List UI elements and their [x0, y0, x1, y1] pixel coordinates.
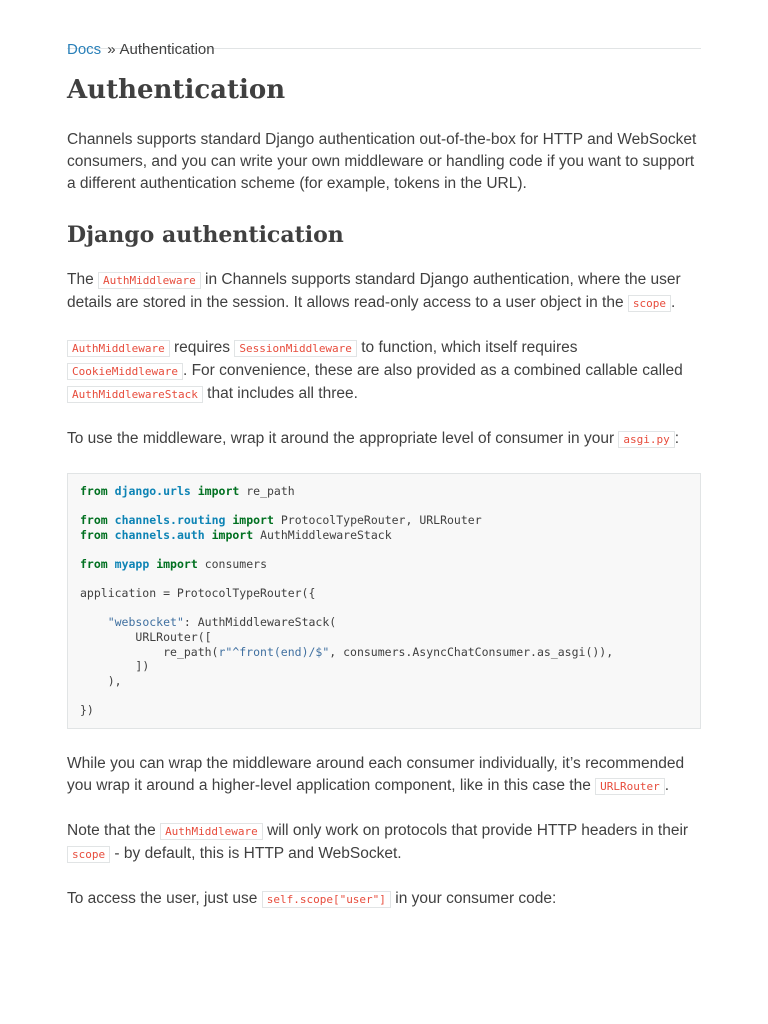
code-content: from django.urls import re_path from channels.routing import ProtocolTypeRouter, URLRouter from channels.auth import AuthMiddlewareStack from myapp import consumers application = ProtocolTypeRouter({ "websocket": AuthMiddlewareStack( URLRouter([ re_path(r"^front(end)/$", consumers.AsyncChatConsumer.as_asgi()), ]) ), }): [80, 484, 614, 717]
section-heading: Django authentication: [67, 222, 344, 248]
inline-code: self.scope["user"]: [262, 891, 391, 908]
paragraph-requirements: AuthMiddleware requires SessionMiddleware to function, which itself requires CookieMiddleware . For convenience, these are also provided as a combined callable called AuthMiddlewareStack that includes all three.: [67, 337, 701, 406]
inline-code: asgi.py: [618, 431, 674, 448]
paragraph-note: Note that the AuthMiddleware will only work on protocols that provide HTTP headers in their scope - by default, this is HTTP and WebSocket.: [67, 821, 689, 862]
paragraph-recommendation: While you can wrap the middleware around each consumer individually, it’s recommended you wrap it around a higher-level application component, like in this case the URLRouter .: [67, 754, 685, 794]
breadcrumb-current: Authentication: [119, 41, 215, 58]
intro-paragraph: Channels supports standard Django authentication out-of-the-box for HTTP and WebSocket consumers, and you can write your own middleware or handling code if you want to support a different authentication scheme (for example, tokens in the URL).: [67, 131, 697, 192]
breadcrumb: [67, 0, 701, 58]
breadcrumb-docs-link[interactable]: Docs: [67, 41, 102, 58]
inline-code: SessionMiddleware: [234, 340, 357, 357]
paragraph-access-user: To access the user, just use self.scope["user"] in your consumer code:: [67, 889, 557, 907]
inline-code: CookieMiddleware: [67, 363, 183, 380]
inline-code: scope: [67, 846, 110, 863]
inline-code: AuthMiddleware: [67, 340, 170, 357]
inline-code: AuthMiddleware: [98, 272, 201, 289]
inline-code: scope: [628, 295, 671, 312]
paragraph-usage: To use the middleware, wrap it around the appropriate level of consumer in your asgi.py :: [67, 430, 680, 447]
paragraph-auth-middleware: The AuthMiddleware in Channels supports standard Django authentication, where the user details are stored in the session. It allows read-only access to a user object in the scope .: [67, 271, 681, 311]
breadcrumb-separator: »: [107, 41, 116, 58]
inline-code: AuthMiddleware: [160, 823, 263, 840]
inline-code: URLRouter: [595, 778, 665, 795]
page-title: Authentication: [67, 75, 286, 105]
code-block[interactable]: [67, 473, 701, 729]
inline-code: AuthMiddlewareStack: [67, 386, 203, 403]
